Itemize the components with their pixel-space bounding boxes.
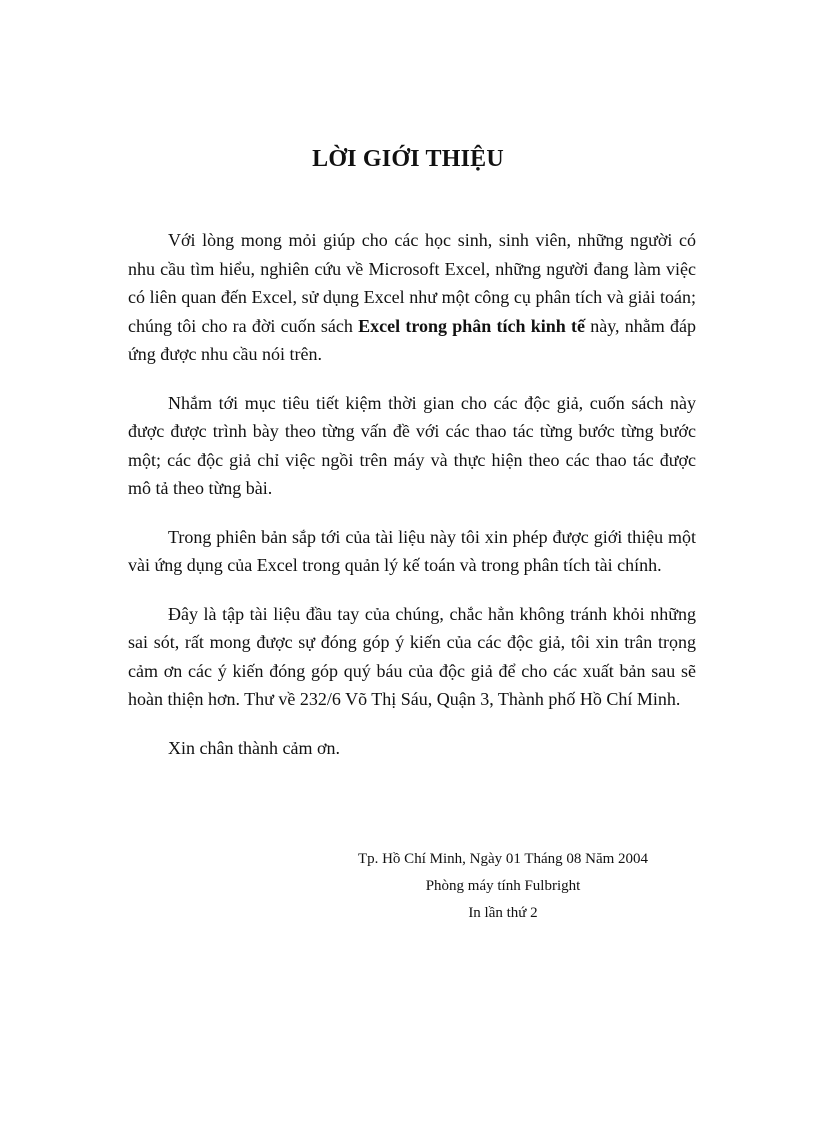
page-title: LỜI GIỚI THIỆU — [312, 146, 504, 172]
paragraph-1-text-start: Với lòng mong mỏi giúp cho các học sinh, sinh viên, những người có nhu cầu tìm hiểu, nghiên cứu về Microsoft Excel, những người đang làm việc có liên quan đến Excel, sử dụng Excel như một công cụ phân tích và giải toán; chúng tôi cho ra đời cuốn sách — [128, 230, 696, 336]
signature-place-date: Tp. Hồ Chí Minh, Ngày 01 Tháng 08 Năm 2004 — [357, 851, 649, 867]
signature-edition: In lần thứ 2 — [468, 905, 538, 921]
paragraph-1-text-end: này, nhằm đáp ứng được nhu cầu nói trên. — [128, 315, 696, 364]
paragraph-1 — [128, 226, 696, 369]
paragraph-4: Đây là tập tài liệu đầu tay của chúng, chắc hẳn không tránh khỏi những sai sót, rất mong được sự đóng góp ý kiến của các độc giả, tôi xin trân trọng cảm ơn các ý kiến đóng góp quý báu của độc giả để cho các xuất bản sau sẽ hoàn thiện hơn. Thư về 232/6 Võ Thị Sáu, Quận 3, Thành phố Hồ Chí Minh. — [128, 603, 696, 709]
signature-organization: Phòng máy tính Fulbright — [425, 878, 581, 894]
signature-block — [318, 846, 688, 927]
introduction-body — [128, 226, 696, 762]
book-title-bold: Excel trong phân tích kinh tế — [358, 315, 585, 336]
paragraph-2: Nhắm tới mục tiêu tiết kiệm thời gian cho các độc giả, cuốn sách này được được trình bày theo từng vấn đề với các thao tác từng bước từng bước một; các độc giả chỉ việc ngồi trên máy và thực hiện theo các thao tác được mô tả theo từng bài. — [128, 392, 696, 498]
paragraph-3: Trong phiên bản sắp tới của tài liệu này tôi xin phép được giới thiệu một vài ứng dụng của Excel trong quản lý kế toán và trong phân tích tài chính. — [128, 526, 696, 575]
closing-thanks: Xin chân thành cảm ơn. — [168, 737, 340, 758]
